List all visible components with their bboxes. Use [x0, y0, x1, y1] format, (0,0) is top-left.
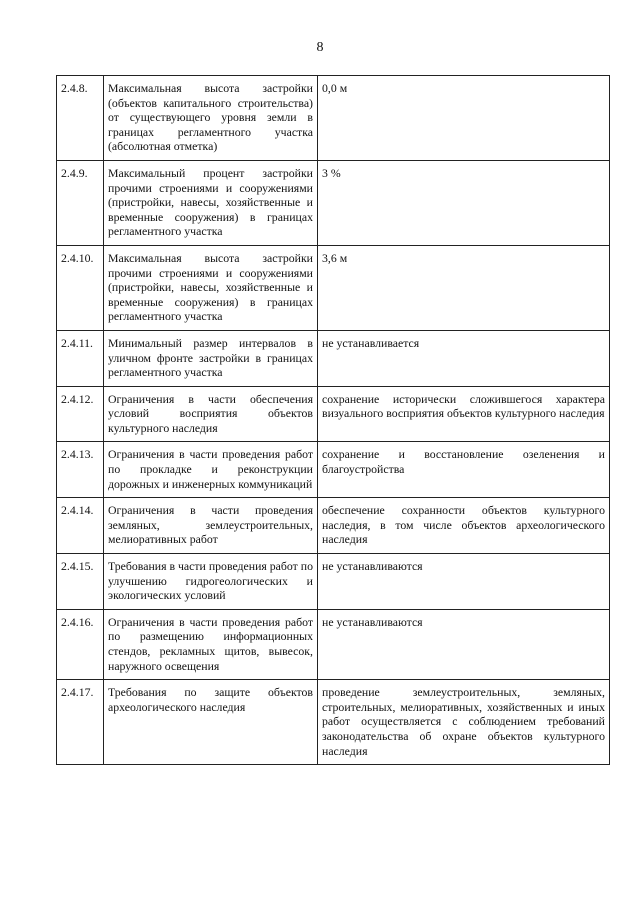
item-number-cell: 2.4.14. — [57, 498, 104, 554]
item-number-cell: 2.4.12. — [57, 386, 104, 442]
parameter-cell: Максимальная высота застройки (объектов капитального строительства) от существующего уровня земли в границах регламентного участка (абсолютная отметка) — [104, 76, 318, 161]
table-row — [57, 680, 610, 765]
value-cell: 0,0 м — [318, 76, 610, 161]
item-number-cell: 2.4.17. — [57, 680, 104, 765]
item-number-cell: 2.4.13. — [57, 442, 104, 498]
item-number-cell: 2.4.11. — [57, 330, 104, 386]
parameter-cell: Ограничения в части обеспечения условий восприятия объектов культурного наследия — [104, 386, 318, 442]
value-cell: обеспечение сохранности объектов культурного наследия, в том числе объектов археологического наследия — [318, 498, 610, 554]
value-cell: не устанавливаются — [318, 554, 610, 610]
item-number-cell: 2.4.15. — [57, 554, 104, 610]
value-cell: не устанавливаются — [318, 609, 610, 679]
item-number-cell: 2.4.16. — [57, 609, 104, 679]
value-cell: 3,6 м — [318, 245, 610, 330]
parameter-cell: Требования по защите объектов археологического наследия — [104, 680, 318, 765]
value-cell: 3 % — [318, 160, 610, 245]
table-row — [57, 76, 610, 161]
item-number-cell: 2.4.9. — [57, 160, 104, 245]
table-row — [57, 386, 610, 442]
regulations-table — [56, 75, 610, 765]
regulations-table-body — [57, 76, 610, 765]
page-number: 8 — [316, 40, 324, 55]
parameter-cell: Максимальная высота застройки прочими строениями и сооружениями (пристройки, навесы, хозяйственные и временные сооружения) в границах регламентного участка — [104, 245, 318, 330]
table-row — [57, 498, 610, 554]
parameter-cell: Минимальный размер интервалов в уличном фронте застройки в границах регламентного участка — [104, 330, 318, 386]
table-row — [57, 609, 610, 679]
table-row — [57, 330, 610, 386]
parameter-cell: Максимальный процент застройки прочими строениями и сооружениями (пристройки, навесы, хозяйственные и временные сооружения) в границах регламентного участка — [104, 160, 318, 245]
value-cell: не устанавливается — [318, 330, 610, 386]
item-number-cell: 2.4.8. — [57, 76, 104, 161]
table-row — [57, 160, 610, 245]
table-row — [57, 554, 610, 610]
parameter-cell: Ограничения в части проведения работ по прокладке и реконструкции дорожных и инженерных коммуникаций — [104, 442, 318, 498]
value-cell: проведение землеустроительных, земляных, строительных, мелиоративных, хозяйственных и иных работ осуществляется с соблюдением требований законодательства об охране объектов культурного наследия — [318, 680, 610, 765]
item-number-cell: 2.4.10. — [57, 245, 104, 330]
table-row — [57, 442, 610, 498]
value-cell: сохранение исторически сложившегося характера визуального восприятия объектов культурного наследия — [318, 386, 610, 442]
parameter-cell: Требования в части проведения работ по улучшению гидрогеологических и экологических условий — [104, 554, 318, 610]
value-cell: сохранение и восстановление озеленения и благоустройства — [318, 442, 610, 498]
parameter-cell: Ограничения в части проведения земляных, землеустроительных, мелиоративных работ — [104, 498, 318, 554]
parameter-cell: Ограничения в части проведения работ по размещению информационных стендов, рекламных щитов, вывесок, наружного освещения — [104, 609, 318, 679]
table-row — [57, 245, 610, 330]
